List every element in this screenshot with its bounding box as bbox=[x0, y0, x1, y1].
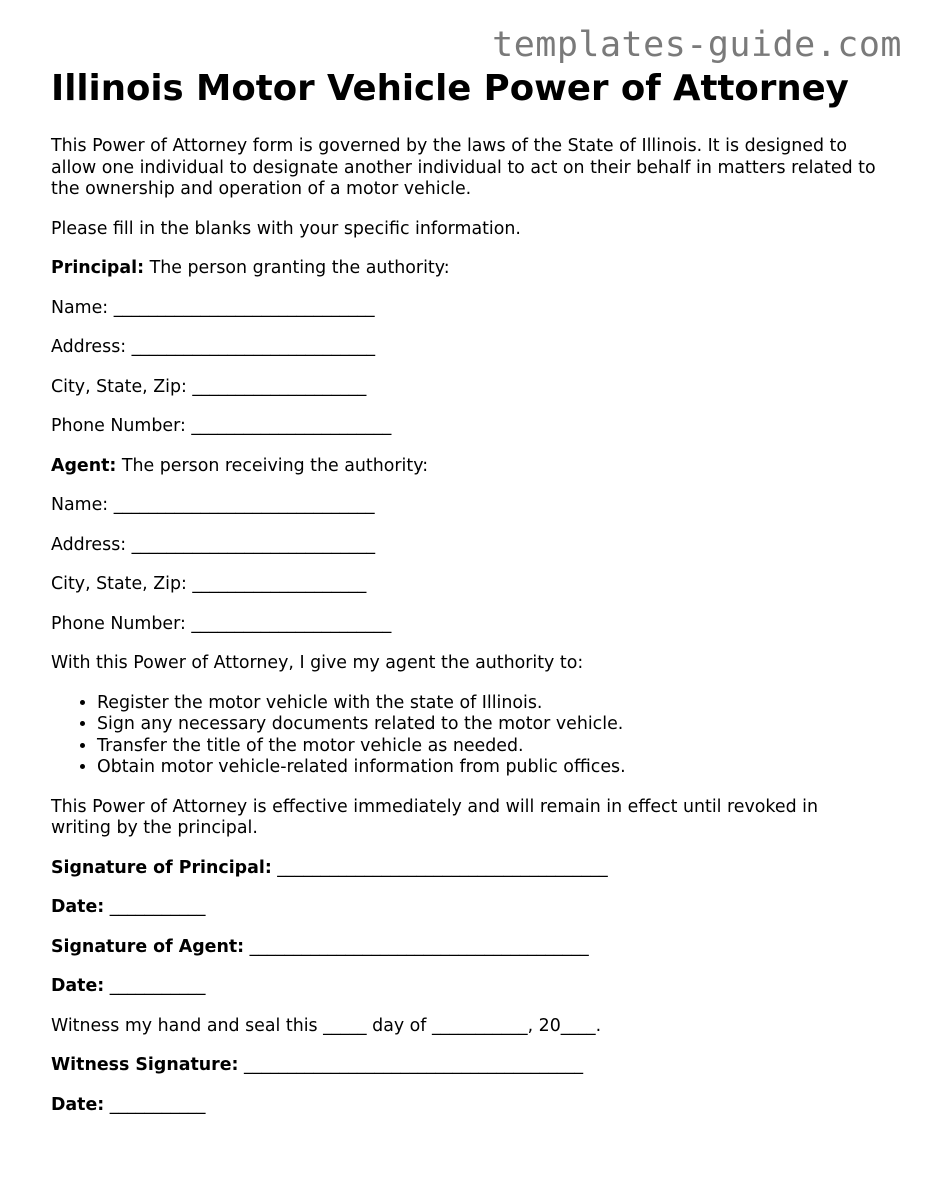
list-item: • Transfer the title of the motor vehicle as needed. bbox=[97, 736, 881, 758]
agent-city-state-zip-field[interactable]: City, State, Zip: ____________________ bbox=[51, 574, 367, 594]
principal-signature-label: Signature of Principal: bbox=[51, 857, 272, 878]
witness-signature-field[interactable] bbox=[51, 1055, 881, 1077]
date-label: Date: bbox=[51, 897, 105, 917]
agent-name-field[interactable]: Name: ______________________________ bbox=[51, 495, 375, 515]
principal-heading bbox=[51, 258, 881, 280]
principal-phone-field[interactable]: Phone Number: _______________________ bbox=[51, 416, 392, 436]
date-blank[interactable]: ___________ bbox=[104, 897, 206, 917]
witness-date-field[interactable] bbox=[51, 1095, 881, 1117]
watermark: templates-guide.com bbox=[492, 25, 902, 65]
list-item: • Obtain motor vehicle-related information from public offices. bbox=[97, 757, 881, 779]
principal-label: Principal: bbox=[51, 258, 145, 278]
witness-signature-blank[interactable]: _______________________________________ bbox=[238, 1055, 584, 1075]
agent-phone-field[interactable]: Phone Number: _______________________ bbox=[51, 613, 392, 634]
instruction-text: Please fill in the blanks with your specific information. bbox=[51, 218, 521, 239]
witness-signature-label: Witness Signature: bbox=[51, 1055, 239, 1075]
principal-city-state-zip-field[interactable]: City, State, Zip: ____________________ bbox=[51, 376, 367, 397]
agent-signature-field[interactable] bbox=[51, 937, 881, 959]
document-title: Illinois Motor Vehicle Power of Attorney bbox=[51, 68, 849, 109]
agent-date-field[interactable] bbox=[51, 976, 881, 998]
agent-description: The person receiving the authority: bbox=[116, 455, 429, 476]
list-item: • Register the motor vehicle with the state of Illinois. bbox=[97, 693, 881, 715]
date-blank[interactable]: ___________ bbox=[104, 976, 206, 996]
principal-address-field[interactable]: Address: ____________________________ bbox=[51, 337, 376, 357]
principal-name-field[interactable]: Name: ______________________________ bbox=[51, 297, 375, 318]
authority-intro: With this Power of Attorney, I give my agent the authority to: bbox=[51, 653, 584, 673]
witness-statement[interactable]: Witness my hand and seal this _____ day of ___________, 20____. bbox=[51, 1015, 602, 1036]
agent-label: Agent: bbox=[51, 455, 117, 476]
date-blank[interactable]: ___________ bbox=[104, 1094, 206, 1115]
agent-signature-label: Signature of Agent: bbox=[51, 936, 245, 957]
date-label: Date: bbox=[51, 976, 105, 996]
agent-heading bbox=[51, 456, 881, 478]
agent-address-field[interactable]: Address: ____________________________ bbox=[51, 534, 376, 555]
document bbox=[51, 68, 881, 1116]
effective-statement: This Power of Attorney is effective immediately and will remain in effect until revoked in writing by the principal. bbox=[51, 796, 818, 838]
principal-signature-field[interactable] bbox=[51, 858, 881, 880]
date-label: Date: bbox=[51, 1094, 105, 1115]
authority-list bbox=[51, 693, 881, 779]
intro-paragraph: This Power of Attorney form is governed by the laws of the State of Illinois. It is designed to allow one individual to designate another individual to act on their behalf in matters related to the ownership and operation of a motor vehicle. bbox=[51, 136, 876, 199]
principal-date-field[interactable] bbox=[51, 897, 881, 919]
principal-description: The person granting the authority: bbox=[144, 258, 450, 278]
principal-signature-blank[interactable]: ______________________________________ bbox=[271, 857, 608, 878]
agent-signature-blank[interactable]: _______________________________________ bbox=[244, 936, 589, 957]
list-item: • Sign any necessary documents related to the motor vehicle. bbox=[97, 714, 881, 736]
